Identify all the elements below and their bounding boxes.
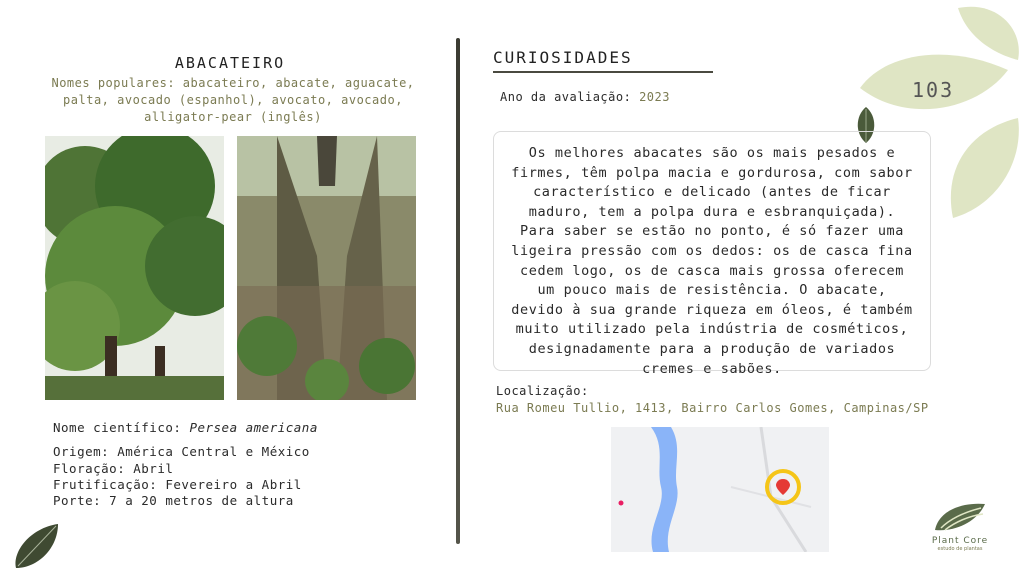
scientific-value: Persea americana xyxy=(189,420,318,435)
scientific-name xyxy=(53,420,318,435)
logo-brand: Plant Core xyxy=(931,536,989,546)
size: Porte: 7 a 20 metros de altura xyxy=(53,493,294,508)
year-label: Ano da avaliação: xyxy=(500,90,632,104)
location-label: Localização: xyxy=(496,384,589,398)
plant-name: ABACATEIRO xyxy=(174,54,286,72)
curiosities-card: Os melhores abacates são os mais pesados e firmes, têm polpa macia e gordurosa, com sabor característico e delicado (antes de ficar maduro, tem a polpa dura e esbranquiçada). Para saber se estão no ponto, é só fazer uma ligeira pressão com os dedos: os de casca fina cedem logo, os de casca mais grossa oferecem um pouco mais de resistência. O abacate, devido à sua grande riqueza em óleos, é também muito utilizado pela indústria de cosméticos, designadamente para a produção de variados cremes e sabões. xyxy=(493,131,931,371)
scientific-label: Nome científico: xyxy=(53,420,182,435)
flowering: Floração: Abril xyxy=(53,461,174,476)
brand-logo xyxy=(920,500,1000,552)
tree-photo xyxy=(45,136,224,400)
column-divider xyxy=(456,38,460,544)
trunk-photo xyxy=(237,136,416,400)
fruiting: Frutificação: Fevereiro a Abril xyxy=(53,477,302,492)
year-value: 2023 xyxy=(639,90,670,104)
location-map[interactable] xyxy=(611,427,829,552)
popular-names: Nomes populares: abacateiro, abacate, aguacate, palta, avocado (espanhol), avocato, avocado, alligator-pear (inglês) xyxy=(51,76,415,124)
location-address: Rua Romeu Tullio, 1413, Bairro Carlos Gomes, Campinas/SP xyxy=(496,401,929,415)
title-underline xyxy=(493,71,713,73)
logo-leaves-icon xyxy=(933,500,987,534)
evaluation-year xyxy=(500,90,670,104)
curiosities-title: CURIOSIDADES xyxy=(493,48,633,67)
bottom-leaf-icon xyxy=(12,522,60,570)
page-number: 103 xyxy=(912,78,955,102)
logo-tagline: estudo de plantas xyxy=(937,546,983,552)
origin: Origem: América Central e México xyxy=(53,444,310,459)
